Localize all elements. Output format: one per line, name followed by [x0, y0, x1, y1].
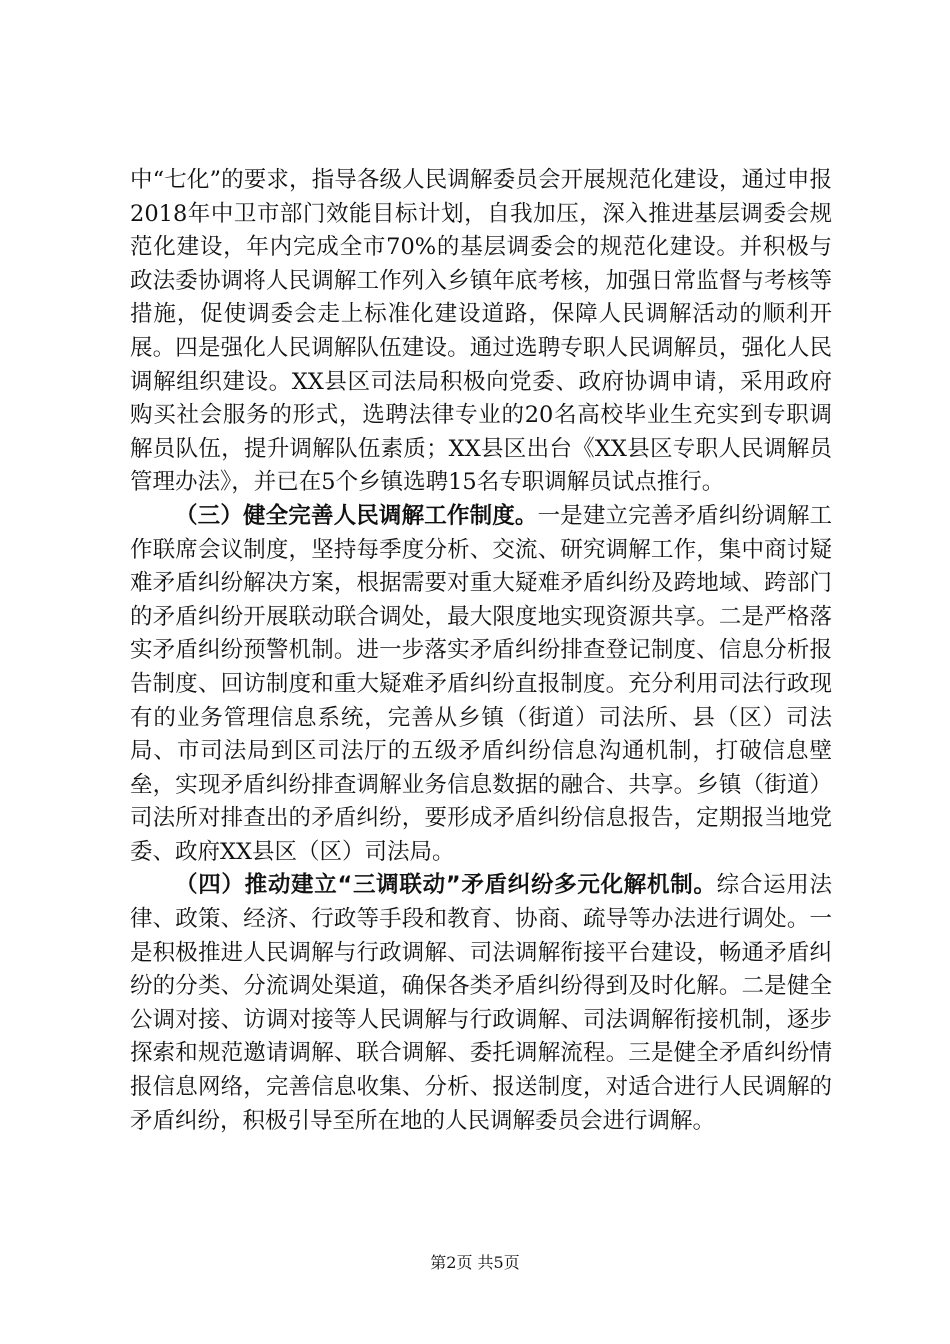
paragraph-2-body: 一是建立完善矛盾纠纷调解工作联席会议制度，坚持每季度分析、交流、研究调解工作，集中商讨疑难矛盾纠纷解决方案，根据需要对重大疑难矛盾纠纷及跨地域、跨部门的矛盾纠纷开展联动联合调处，最大限度地实现资源共享。二是严格落实矛盾纠纷预警机制。进一步落实矛盾纠纷排查登记制度、信息分析报告制度、回访制度和重大疑难矛盾纠纷直报制度。充分利用司法行政现有的业务管理信息系统，完善从乡镇（街道）司法所、县（区）司法局、市司法局到区司法厅的五级矛盾纠纷信息沟通机制，打破信息壁垒，实现矛盾纠纷排查调解业务信息数据的融合、共享。乡镇（街道）司法所对排查出的矛盾纠纷，要形成矛盾纠纷信息报告，定期报当地党委、政府XX县区（区）司法局。	[130, 502, 832, 865]
section-heading-4: （四）推动建立“三调联动”矛盾纠纷多元化解机制。	[175, 872, 717, 899]
paragraph-3	[130, 869, 832, 1138]
page-footer: 第2页 共5页	[430, 1253, 520, 1272]
paragraph-3-body: 综合运用法律、政策、经济、行政等手段和教育、协商、疏导等办法进行调处。一是积极推进人民调解与行政调解、司法调解衔接平台建设，畅通矛盾纠纷的分类、分流调处渠道，确保各类矛盾纠纷得到及时化解。二是健全公调对接、访调对接等人民调解与行政调解、司法调解衔接机制，逐步探索和规范邀请调解、联合调解、委托调解流程。三是健全矛盾纠纷情报信息网络，完善信息收集、分析、报送制度，对适合进行人民调解的矛盾纠纷，积极引导至所在地的人民调解委员会进行调解。	[130, 872, 832, 1134]
document-body	[130, 164, 832, 1138]
section-heading-3: （三）健全完善人民调解工作制度。	[175, 502, 538, 529]
paragraph-2	[130, 500, 832, 870]
paragraph-1: 中“七化”的要求，指导各级人民调解委员会开展规范化建设，通过申报2018年中卫市部门效能目标计划，自我加压，深入推进基层调委会规范化建设，年内完成全市70%的基层调委会的规范化建设。并积极与政法委协调将人民调解工作列入乡镇年底考核，加强日常监督与考核等措施，促使调委会走上标准化建设道路，保障人民调解活动的顺利开展。四是强化人民调解队伍建设。通过选聘专职人民调解员，强化人民调解组织建设。XX县区司法局积极向党委、政府协调申请，采用政府购买社会服务的形式，选聘法律专业的20名高校毕业生充实到专职调解员队伍，提升调解队伍素质；XX县区出台《XX县区专职人民调解员管理办法》，并已在5个乡镇选聘15名专职调解员试点推行。	[130, 167, 832, 496]
